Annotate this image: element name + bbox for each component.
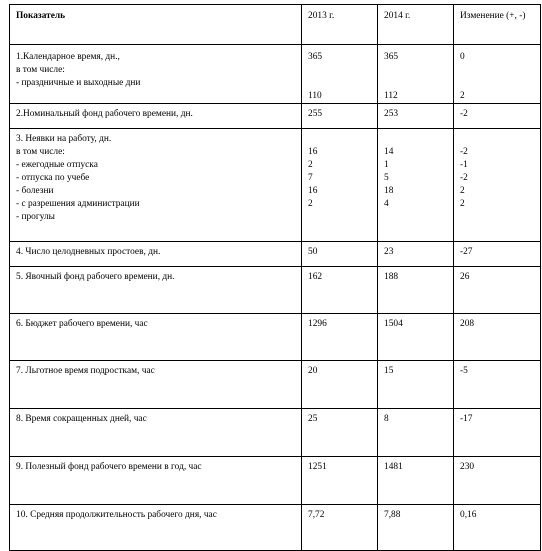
cell-change: -5 <box>454 361 541 409</box>
table-header-row <box>10 5 541 45</box>
sub-value: 112 <box>384 91 398 101</box>
table-row <box>10 505 541 551</box>
value: 365 <box>308 52 323 62</box>
header-change: Изменение (+, -) <box>454 5 541 45</box>
cell-2014: 188 <box>378 267 454 314</box>
table-row <box>10 267 541 314</box>
value: -1 <box>460 160 468 170</box>
row-label: 10. Средняя продолжительность рабочего дня, час <box>10 505 302 551</box>
value: 0 <box>460 52 465 62</box>
cell-2013: 1296 <box>302 314 378 361</box>
value: 18 <box>384 186 394 196</box>
row-label: 2.Номинальный фонд рабочего времени, дн. <box>10 104 302 129</box>
value: 2 <box>308 199 313 209</box>
table-row <box>10 361 541 409</box>
table-row <box>10 104 541 129</box>
header-year-2014: 2014 г. <box>378 5 454 45</box>
cell-change: 208 <box>454 314 541 361</box>
cell-2013: 25 <box>302 409 378 457</box>
value: 14 <box>384 147 394 157</box>
row-label-line: 3. Неявки на работу, дн. <box>16 134 112 144</box>
value: 2 <box>308 160 313 170</box>
cell-2013: 1251 <box>302 457 378 505</box>
header-indicator: Показатель <box>10 5 302 45</box>
row-label-line: - с разрешения администрации <box>16 199 140 209</box>
cell-2013: 50 <box>302 242 378 267</box>
table-row <box>10 457 541 505</box>
cell-2014: 1504 <box>378 314 454 361</box>
table-row <box>10 45 541 104</box>
cell-2014: 23 <box>378 242 454 267</box>
table-row <box>10 314 541 361</box>
cell-2014: 7,88 <box>378 505 454 551</box>
cell-2013: 162 <box>302 267 378 314</box>
value: 365 <box>384 52 399 62</box>
row-label-line: - ежегодные отпуска <box>16 160 98 170</box>
value: 5 <box>384 173 389 183</box>
cell-change: -27 <box>454 242 541 267</box>
cell-change: 230 <box>454 457 541 505</box>
row-label-line: - отпуска по учебе <box>16 173 90 183</box>
value: 1 <box>384 160 389 170</box>
row-label-line: - праздничные и выходные дни <box>16 78 141 88</box>
row-label: 4. Число целодневных простоев, дн. <box>10 242 302 267</box>
cell-2013: 20 <box>302 361 378 409</box>
cell-change: -17 <box>454 409 541 457</box>
cell-2013 <box>302 45 378 104</box>
row-label: 9. Полезный фонд рабочего времени в год, час <box>10 457 302 505</box>
cell-change: -2 <box>454 104 541 129</box>
table-row <box>10 242 541 267</box>
working-time-table <box>9 4 541 551</box>
cell-change <box>454 129 541 242</box>
cell-change: 26 <box>454 267 541 314</box>
row-label-line: 1.Календарное время, дн., <box>16 52 120 62</box>
row-label: 5. Явочный фонд рабочего времени, дн. <box>10 267 302 314</box>
row-label-line: - прогулы <box>16 212 55 222</box>
row-label <box>10 45 302 104</box>
row-label <box>10 129 302 242</box>
value: 16 <box>308 147 318 157</box>
cell-2014 <box>378 129 454 242</box>
cell-2013: 7,72 <box>302 505 378 551</box>
row-label-line: - болезни <box>16 186 54 196</box>
value: 2 <box>460 186 465 196</box>
cell-2013: 255 <box>302 104 378 129</box>
sub-value: 110 <box>308 91 322 101</box>
value: -2 <box>460 147 468 157</box>
cell-2014: 253 <box>378 104 454 129</box>
table-row <box>10 129 541 242</box>
cell-2014: 1481 <box>378 457 454 505</box>
table-row <box>10 409 541 457</box>
value: 7 <box>308 173 313 183</box>
value: -2 <box>460 173 468 183</box>
cell-change <box>454 45 541 104</box>
row-label-line: в том числе: <box>16 65 65 75</box>
row-label: 8. Время сокращенных дней, час <box>10 409 302 457</box>
row-label: 7. Льготное время подросткам, час <box>10 361 302 409</box>
cell-change: 0,16 <box>454 505 541 551</box>
row-label-line: в том числе: <box>16 147 65 157</box>
header-year-2013: 2013 г. <box>302 5 378 45</box>
value: 4 <box>384 199 389 209</box>
value: 2 <box>460 199 465 209</box>
row-label: 6. Бюджет рабочего времени, час <box>10 314 302 361</box>
cell-2014: 15 <box>378 361 454 409</box>
cell-2013 <box>302 129 378 242</box>
sub-value: 2 <box>460 91 465 101</box>
cell-2014 <box>378 45 454 104</box>
value: 16 <box>308 186 318 196</box>
cell-2014: 8 <box>378 409 454 457</box>
